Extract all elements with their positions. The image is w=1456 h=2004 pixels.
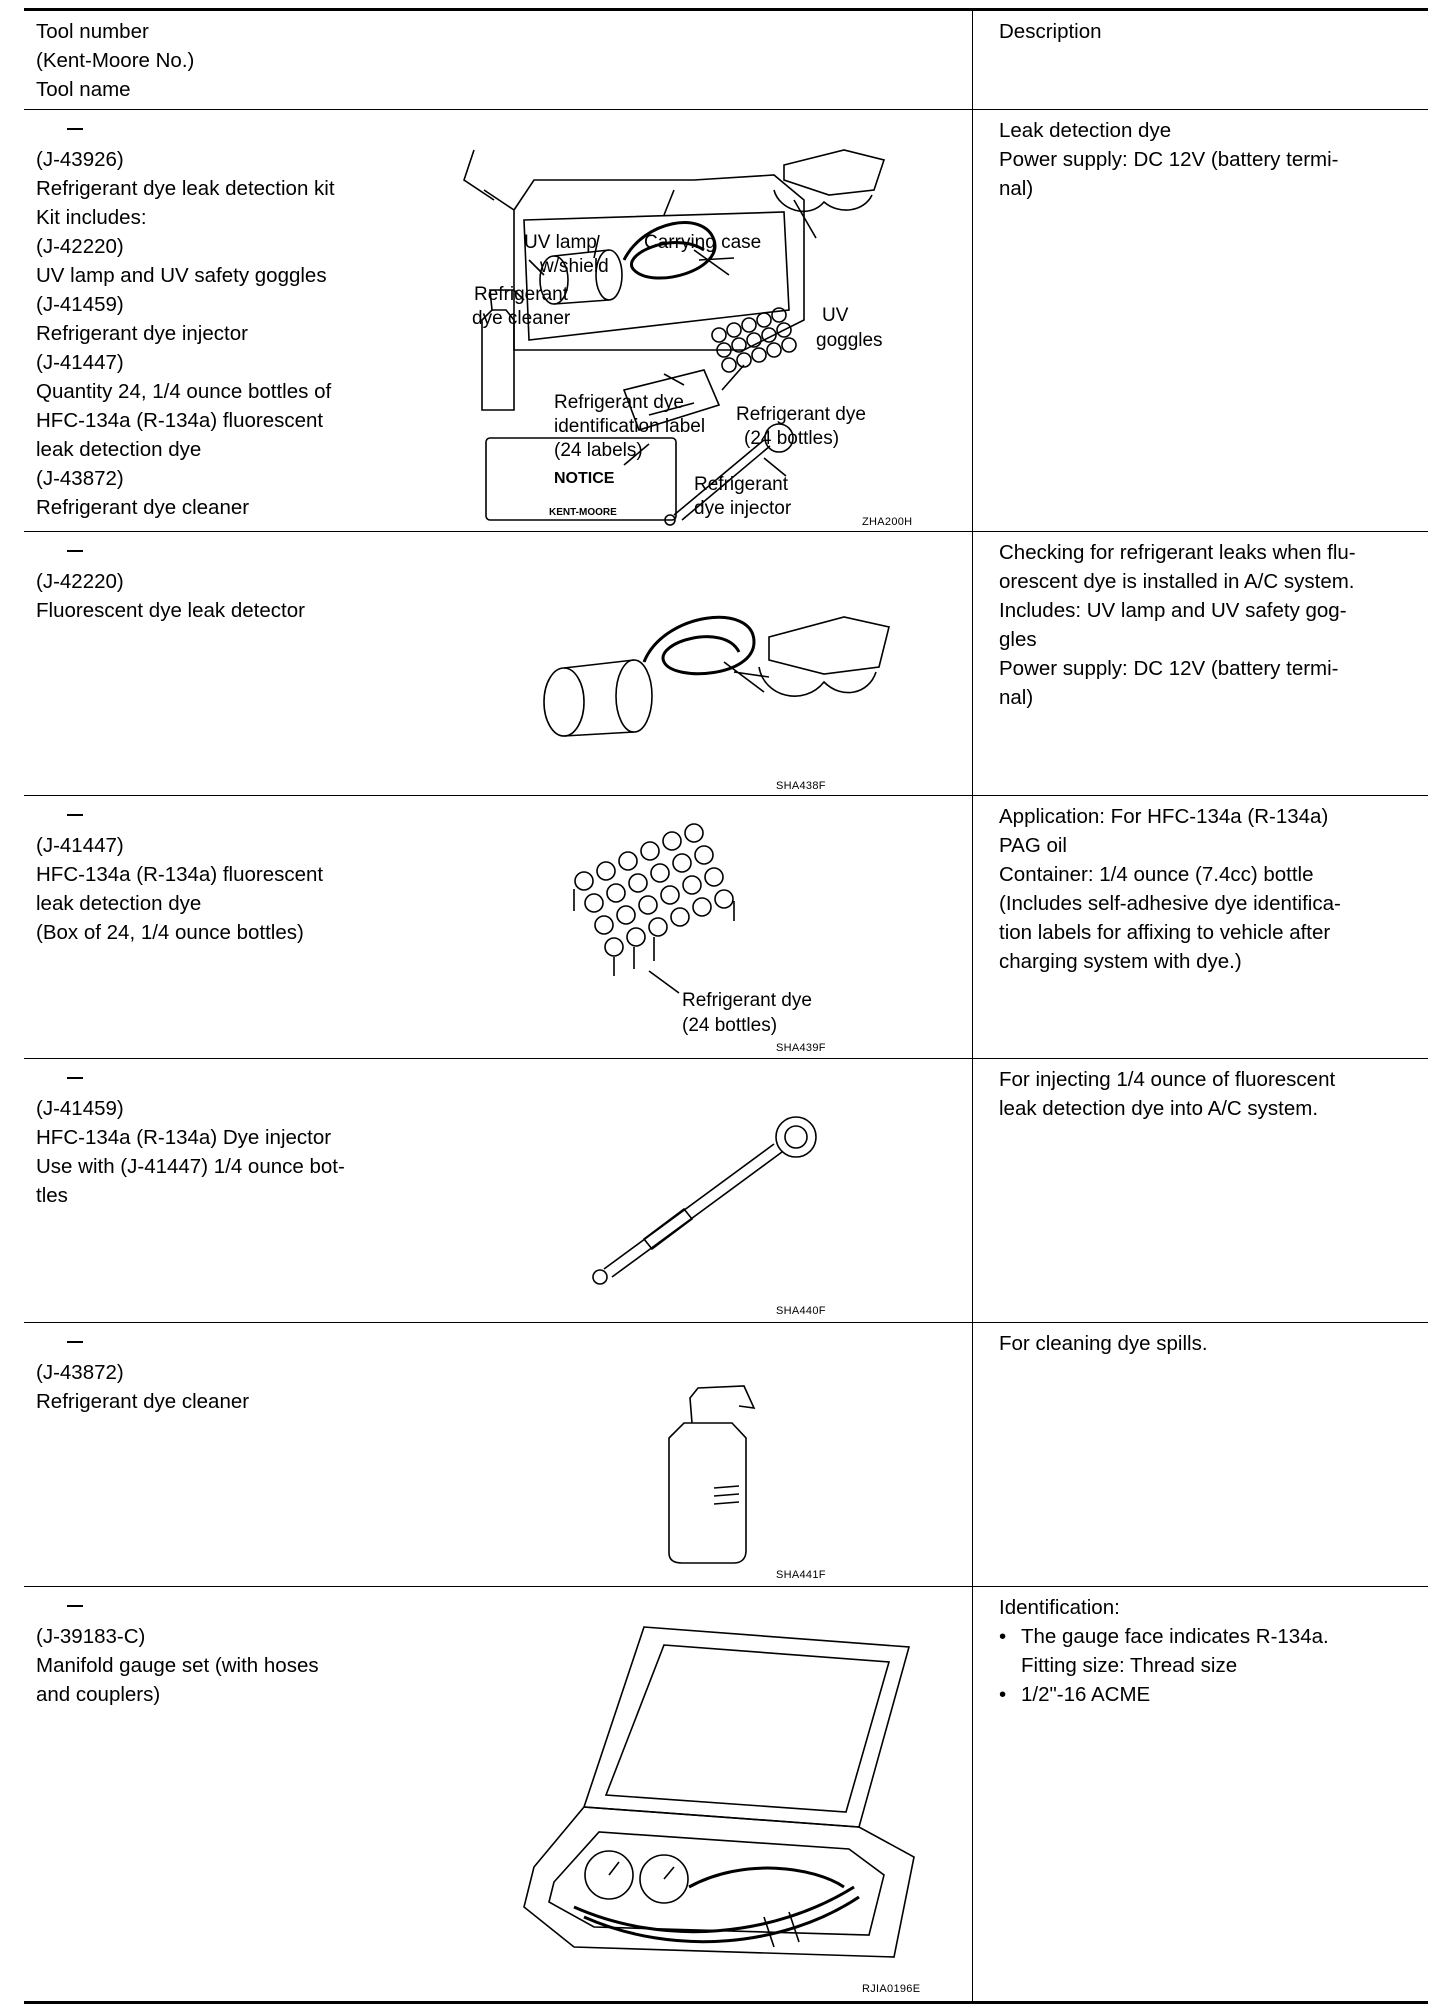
header-tool-name: Tool name: [36, 78, 131, 101]
cleaner-sprayer: [690, 1386, 754, 1423]
tool-table-page: [24, 8, 1428, 2004]
header-kent-moore-no: (Kent-Moore No.): [36, 49, 195, 72]
figure-code: SHA438F: [776, 780, 826, 792]
description-line: For injecting 1/4 ounce of fluorescent: [999, 1068, 1336, 1091]
figure-code: ZHA200H: [862, 516, 913, 528]
description-line: PAG oil: [999, 834, 1067, 857]
dash-mark: [36, 1329, 416, 1358]
tool-line: (J-43872): [36, 467, 124, 490]
tool-text: [36, 802, 416, 947]
callout-dye-cleaner: dye cleaner: [472, 308, 571, 329]
dash-mark: [36, 1593, 416, 1622]
tool-line: Manifold gauge set (with hoses: [36, 1654, 319, 1677]
case-lid-edge: [464, 150, 514, 210]
tool-cell: [24, 1587, 973, 2003]
tool-line: Refrigerant dye leak detection kit: [36, 177, 335, 200]
callout-24-bottles: (24 bottles): [744, 428, 840, 449]
description-line: nal): [999, 686, 1034, 709]
tool-line: (J-43872): [36, 1361, 124, 1384]
description-cell: [973, 1323, 1429, 1587]
notice-kent-moore: KENT-MOORE: [549, 507, 617, 518]
dye-cleaner-figure: [654, 1368, 784, 1568]
table-header-row: [24, 10, 1428, 110]
tool-text: [36, 1593, 416, 1709]
dye-injector-figure: [584, 1099, 844, 1299]
dash-mark: [36, 538, 416, 567]
description-cell: [973, 532, 1429, 796]
tool-row-j42220: [24, 532, 1428, 796]
description-title: Identification:: [999, 1596, 1120, 1619]
figure-code: SHA440F: [776, 1305, 826, 1317]
special-service-tools-table: [24, 8, 1428, 2004]
tool-row-j41459: [24, 1059, 1428, 1323]
callout-dye-injector: dye injector: [694, 498, 792, 519]
tool-line: (J-39183-C): [36, 1625, 146, 1648]
callout-refrigerant-dye-label: Refrigerant dye: [554, 392, 684, 413]
tool-line: Refrigerant dye cleaner: [36, 496, 250, 519]
tool-line: Fluorescent dye leak detector: [36, 599, 305, 622]
callout-refrigerant-dye: Refrigerant dye: [682, 990, 812, 1011]
dye-leak-kit-figure: [444, 140, 964, 530]
callout-goggles: goggles: [816, 330, 883, 351]
description-cell: [973, 1059, 1429, 1323]
tool-line: (J-41447): [36, 834, 124, 857]
header-tool-number: Tool number: [36, 20, 149, 43]
tool-row-j39183c: [24, 1587, 1428, 2003]
tool-line: (J-41459): [36, 293, 124, 316]
cleaner-label: [714, 1486, 739, 1504]
dye-bottle-cluster: [574, 824, 734, 993]
tool-cell: [24, 1323, 973, 1587]
callout-refrigerant: Refrigerant: [474, 284, 568, 305]
description-cell: [973, 796, 1429, 1059]
injector-barrel: [644, 1209, 692, 1249]
figure-code: SHA441F: [776, 1569, 826, 1581]
tool-line: Refrigerant dye cleaner: [36, 1390, 250, 1413]
description-line: tion labels for affixing to vehicle after: [999, 921, 1331, 944]
description-line: charging system with dye.): [999, 950, 1242, 973]
callout-uv: UV: [822, 305, 849, 326]
uv-goggles-lenses: [759, 667, 876, 696]
tool-line: Kit includes:: [36, 206, 147, 229]
tool-line: HFC-134a (R-134a) fluorescent: [36, 409, 324, 432]
injector-coupler-inner: [785, 1126, 807, 1148]
tool-text: [36, 538, 416, 625]
tool-line: UV lamp and UV safety goggles: [36, 264, 327, 287]
gauge-hoses: [574, 1868, 859, 1942]
dash-mark: [36, 1065, 416, 1094]
injector-plunger-knob: [593, 1270, 607, 1284]
uv-lamp-cable: [644, 617, 754, 673]
dash-mark: [36, 116, 416, 145]
tool-line: (J-42220): [36, 570, 124, 593]
description-line: Leak detection dye: [999, 119, 1172, 142]
tool-cell: [24, 532, 973, 796]
tool-row-j43926: [24, 110, 1428, 532]
tool-line: HFC-134a (R-134a) fluorescent: [36, 863, 324, 886]
description-cell: [973, 1587, 1429, 2003]
tool-line: Quantity 24, 1/4 ounce bottles of: [36, 380, 332, 403]
bullet-line: The gauge face indicates R-134a.: [1021, 1625, 1329, 1648]
tool-line: (J-43926): [36, 148, 124, 171]
uv-goggles-shield: [769, 617, 889, 674]
cleaner-bottle: [669, 1423, 746, 1563]
case-lid-inner: [606, 1645, 889, 1812]
tool-line: (J-41459): [36, 1097, 124, 1120]
tool-line: and couplers): [36, 1683, 161, 1706]
header-description-label: Description: [999, 20, 1102, 43]
injector-tube: [604, 1144, 782, 1277]
callout-24-labels: (24 labels): [554, 440, 643, 461]
notice-title: NOTICE: [554, 470, 615, 487]
description-line: gles: [999, 628, 1037, 651]
figure-code: SHA439F: [776, 1042, 826, 1054]
tool-text: [36, 1329, 416, 1416]
bullet-item: [999, 1622, 1418, 1680]
injector-coupler: [776, 1117, 816, 1157]
description-line: Checking for refrigerant leaks when flu-: [999, 541, 1356, 564]
description-cell: [973, 110, 1429, 532]
bullet-line: 1/2"-16 ACME: [1021, 1683, 1151, 1706]
manifold-gauge-set-figure: [514, 1617, 934, 1977]
tool-cell: [24, 796, 973, 1059]
callout-24-bottles: (24 bottles): [682, 1015, 778, 1036]
tool-line: tles: [36, 1184, 68, 1207]
callout-refrigerant-injector: Refrigerant: [694, 474, 788, 495]
tool-row-j41447: [24, 796, 1428, 1059]
description-line: orescent dye is installed in A/C system.: [999, 570, 1355, 593]
description-line: Includes: UV lamp and UV safety gog-: [999, 599, 1347, 622]
description-line: leak detection dye into A/C system.: [999, 1097, 1319, 1120]
description-line: Power supply: DC 12V (battery termi-: [999, 657, 1339, 680]
callout-leader: [649, 971, 679, 993]
bullet-mark: •: [999, 1625, 1007, 1648]
tool-line: (Box of 24, 1/4 ounce bottles): [36, 921, 304, 944]
callout-identification-label: identification label: [554, 416, 706, 437]
header-tool-cell: [24, 10, 973, 110]
description-line: Application: For HFC-134a (R-134a): [999, 805, 1329, 828]
callout-uv-lamp: UV lamp: [524, 232, 597, 253]
tool-line: HFC-134a (R-134a) Dye injector: [36, 1126, 332, 1149]
tool-line: (J-41447): [36, 351, 124, 374]
tool-line: Use with (J-41447) 1/4 ounce bot-: [36, 1155, 345, 1178]
description-line: For cleaning dye spills.: [999, 1332, 1208, 1355]
description-line: (Includes self-adhesive dye identifica-: [999, 892, 1341, 915]
callout-refrigerant-dye-bottles: Refrigerant dye: [736, 404, 866, 425]
uv-goggles-shield: [784, 150, 884, 195]
figure-code: RJIA0196E: [862, 1983, 921, 1995]
header-tool-text: [36, 17, 416, 104]
description-line: nal): [999, 177, 1034, 200]
tool-text: [36, 116, 416, 522]
uv-leak-detector-figure: [524, 582, 904, 772]
description-line: Power supply: DC 12V (battery termi-: [999, 148, 1339, 171]
uv-lamp-end: [544, 668, 584, 736]
tool-cell: [24, 1059, 973, 1323]
tool-line: leak detection dye: [36, 892, 202, 915]
bullet-item: [999, 1680, 1418, 1709]
callout-carrying-case: Carrying case: [644, 232, 762, 253]
tool-cell: [24, 110, 973, 532]
bullet-line: Fitting size: Thread size: [1021, 1654, 1238, 1677]
tool-line: leak detection dye: [36, 438, 202, 461]
dye-bottles-figure: [554, 821, 884, 1041]
description-line: Container: 1/4 ounce (7.4cc) bottle: [999, 863, 1314, 886]
tool-line: Refrigerant dye injector: [36, 322, 248, 345]
callout-w-shield: w/shield: [540, 256, 609, 277]
tool-text: [36, 1065, 416, 1210]
uv-lamp-front: [616, 660, 652, 732]
tool-row-j43872: [24, 1323, 1428, 1587]
header-description: [973, 10, 1429, 110]
case-base-inner: [549, 1832, 884, 1935]
tool-line: (J-42220): [36, 235, 124, 258]
dash-mark: [36, 802, 416, 831]
bullet-mark: •: [999, 1683, 1007, 1706]
